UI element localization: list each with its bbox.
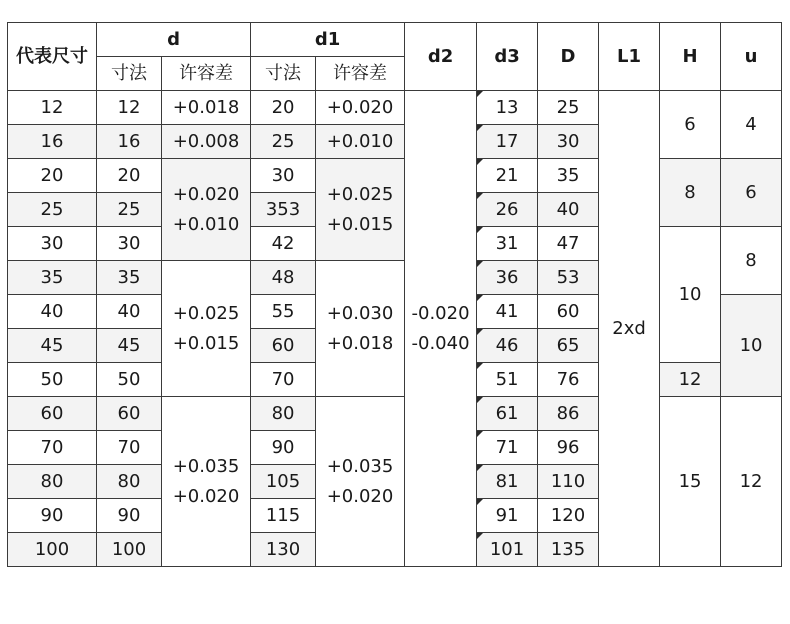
cell-d: 45 — [97, 329, 162, 363]
cell-H: 6 — [660, 91, 721, 159]
cell-size: 20 — [8, 159, 97, 193]
cell-d1: 90 — [251, 431, 316, 465]
cell-size: 50 — [8, 363, 97, 397]
header-D: D — [538, 23, 599, 91]
cell-size: 80 — [8, 465, 97, 499]
d2-tol-upper: -0.020 — [411, 302, 470, 324]
cell-d: 60 — [97, 397, 162, 431]
d1-tol-upper: +0.030 — [326, 302, 394, 324]
d-tol-upper: +0.020 — [172, 183, 240, 205]
d2-tol-lower: -0.040 — [411, 332, 470, 354]
header-d1-tol: 许容差 — [316, 57, 405, 91]
cell-d3: 21 — [477, 159, 538, 193]
cell-d1: 25 — [251, 125, 316, 159]
d1-tol-lower: +0.020 — [326, 485, 394, 507]
cell-d1: 48 — [251, 261, 316, 295]
cell-u: 6 — [721, 159, 782, 227]
header-size: 代表尺寸 — [8, 23, 97, 91]
cell-size: 90 — [8, 499, 97, 533]
cell-D: 76 — [538, 363, 599, 397]
cell-d1-tol-lower: +0.010 — [316, 125, 405, 159]
cell-D: 86 — [538, 397, 599, 431]
cell-d: 35 — [97, 261, 162, 295]
table-row — [8, 91, 782, 125]
cell-d-tol — [162, 397, 251, 567]
cell-size: 12 — [8, 91, 97, 125]
cell-d1-tol — [316, 159, 405, 261]
cell-d1: 55 — [251, 295, 316, 329]
table-row — [8, 159, 782, 193]
d1-tol-lower: +0.018 — [326, 332, 394, 354]
cell-d: 90 — [97, 499, 162, 533]
cell-d1: 20 — [251, 91, 316, 125]
cell-d1-tol-upper: +0.020 — [316, 91, 405, 125]
cell-d3: 41 — [477, 295, 538, 329]
cell-H: 12 — [660, 363, 721, 397]
cell-d: 20 — [97, 159, 162, 193]
d-tol-lower: +0.020 — [172, 485, 240, 507]
cell-size: 40 — [8, 295, 97, 329]
d-tol-upper: +0.035 — [172, 455, 240, 477]
cell-d1: 80 — [251, 397, 316, 431]
cell-H: 8 — [660, 159, 721, 227]
cell-D: 40 — [538, 193, 599, 227]
cell-d1: 353 — [251, 193, 316, 227]
cell-d1: 115 — [251, 499, 316, 533]
cell-u: 4 — [721, 91, 782, 159]
cell-d1: 30 — [251, 159, 316, 193]
cell-size: 70 — [8, 431, 97, 465]
cell-size: 25 — [8, 193, 97, 227]
cell-d: 40 — [97, 295, 162, 329]
cell-d1: 70 — [251, 363, 316, 397]
cell-u: 10 — [721, 295, 782, 397]
cell-d3: 71 — [477, 431, 538, 465]
cell-d: 80 — [97, 465, 162, 499]
cell-d1-tol — [316, 261, 405, 397]
cell-u: 12 — [721, 397, 782, 567]
spec-table — [7, 22, 782, 567]
cell-d: 70 — [97, 431, 162, 465]
cell-D: 30 — [538, 125, 599, 159]
cell-d3: 81 — [477, 465, 538, 499]
cell-D: 60 — [538, 295, 599, 329]
cell-d3: 46 — [477, 329, 538, 363]
cell-d3: 61 — [477, 397, 538, 431]
cell-d: 16 — [97, 125, 162, 159]
cell-d: 25 — [97, 193, 162, 227]
cell-size: 35 — [8, 261, 97, 295]
header-d3: d3 — [477, 23, 538, 91]
cell-d: 12 — [97, 91, 162, 125]
cell-D: 47 — [538, 227, 599, 261]
cell-d: 100 — [97, 533, 162, 567]
header-L1: L1 — [599, 23, 660, 91]
cell-d3: 51 — [477, 363, 538, 397]
d-tol-lower: +0.015 — [172, 332, 240, 354]
header-d1: d1 — [251, 23, 405, 57]
cell-d1: 105 — [251, 465, 316, 499]
cell-D: 53 — [538, 261, 599, 295]
header-d1-dim: 寸法 — [251, 57, 316, 91]
header-u: u — [721, 23, 782, 91]
cell-H: 15 — [660, 397, 721, 567]
cell-L1: 2xd — [599, 91, 660, 567]
cell-D: 25 — [538, 91, 599, 125]
cell-d3: 101 — [477, 533, 538, 567]
cell-D: 35 — [538, 159, 599, 193]
cell-d3: 31 — [477, 227, 538, 261]
cell-d3: 26 — [477, 193, 538, 227]
cell-u: 8 — [721, 227, 782, 295]
header-H: H — [660, 23, 721, 91]
cell-size: 60 — [8, 397, 97, 431]
cell-H: 10 — [660, 227, 721, 363]
header-d-dim: 寸法 — [97, 57, 162, 91]
d-tol-upper: +0.025 — [172, 302, 240, 324]
cell-d-tol-upper: +0.018 — [162, 91, 251, 125]
cell-d-tol-lower: +0.008 — [162, 125, 251, 159]
cell-D: 110 — [538, 465, 599, 499]
d1-tol-lower: +0.015 — [326, 213, 394, 235]
d1-tol-upper: +0.025 — [326, 183, 394, 205]
cell-D: 135 — [538, 533, 599, 567]
cell-D: 65 — [538, 329, 599, 363]
cell-d1: 130 — [251, 533, 316, 567]
cell-d3: 91 — [477, 499, 538, 533]
d-tol-lower: +0.010 — [172, 213, 240, 235]
cell-D: 120 — [538, 499, 599, 533]
d1-tol-upper: +0.035 — [326, 455, 394, 477]
cell-size: 100 — [8, 533, 97, 567]
cell-d1: 42 — [251, 227, 316, 261]
cell-d1-tol — [316, 397, 405, 567]
cell-D: 96 — [538, 431, 599, 465]
cell-d3: 13 — [477, 91, 538, 125]
cell-d: 50 — [97, 363, 162, 397]
cell-d-tol — [162, 261, 251, 397]
header-d: d — [97, 23, 251, 57]
cell-size: 30 — [8, 227, 97, 261]
cell-d2-tol — [405, 91, 477, 567]
cell-d1: 60 — [251, 329, 316, 363]
cell-size: 45 — [8, 329, 97, 363]
header-d-tol: 许容差 — [162, 57, 251, 91]
cell-d-tol — [162, 159, 251, 261]
header-d2: d2 — [405, 23, 477, 91]
cell-size: 16 — [8, 125, 97, 159]
cell-d3: 36 — [477, 261, 538, 295]
table-row — [8, 397, 782, 431]
cell-d3: 17 — [477, 125, 538, 159]
cell-d: 30 — [97, 227, 162, 261]
